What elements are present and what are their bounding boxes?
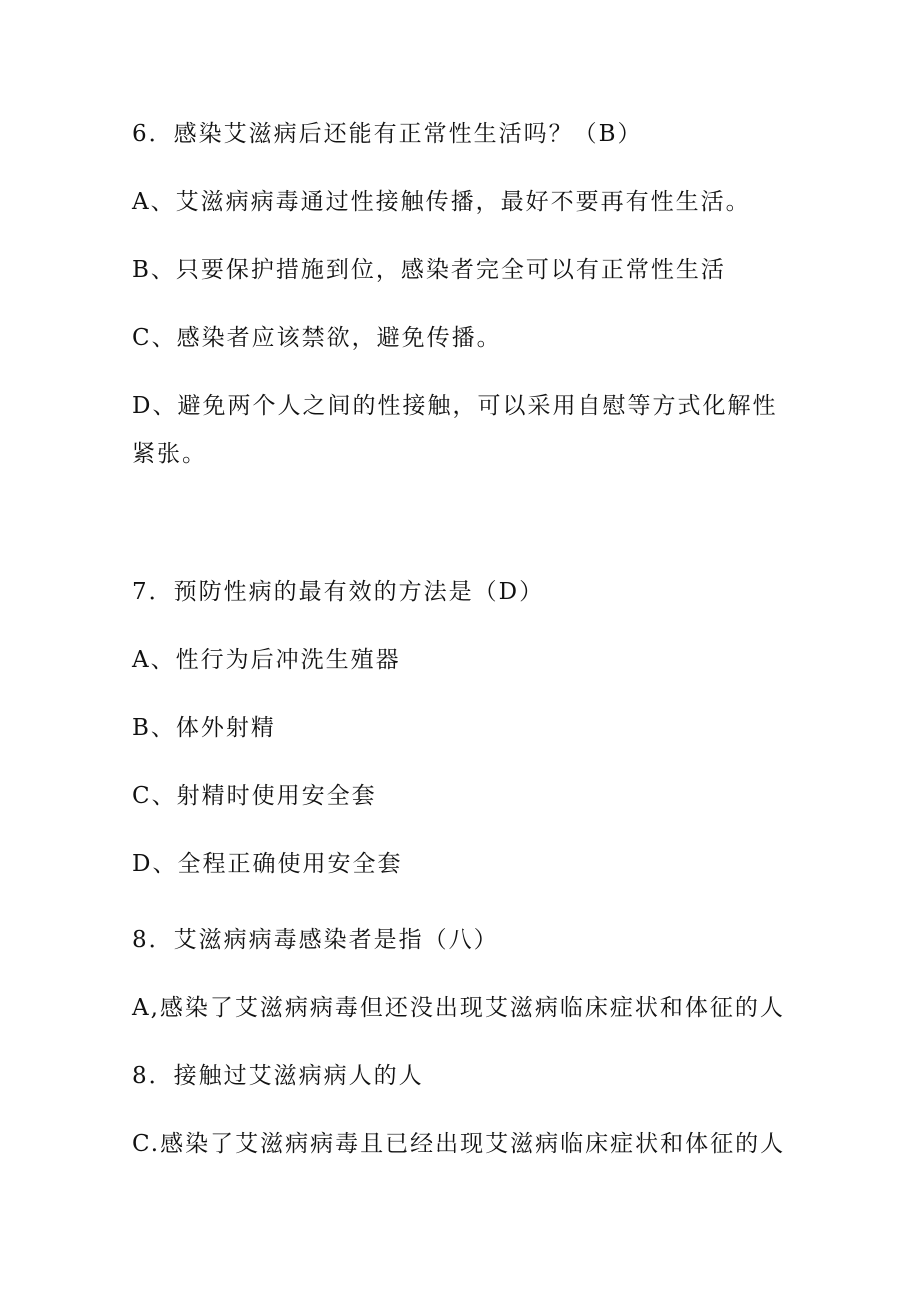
question-8-option-c: C.感染了艾滋病病毒且已经出现艾滋病临床症状和体征的人 xyxy=(132,1131,786,1157)
question-7-option-c: C、射精时使用安全套 xyxy=(132,783,377,809)
question-7-option-a: A、性行为后冲洗生殖器 xyxy=(132,647,401,673)
question-6-option-a: A、艾滋病病毒通过性接触传播，最好不要再有性生活。 xyxy=(132,189,751,215)
question-6-option-d: D、避免两个人之间的性接触，可以采用自慰等方式化解性紧张。 xyxy=(132,393,778,467)
question-6-option-c: C、感染者应该禁欲，避免传播。 xyxy=(132,325,502,351)
question-8-option-b: 8．接触过艾滋病病人的人 xyxy=(132,1063,424,1089)
question-7-option-d: D、全程正确使用安全套 xyxy=(132,851,403,877)
question-6-text: 6．感染艾滋病后还能有正常性生活吗？（B） xyxy=(132,121,643,147)
question-6-option-b: B、只要保护措施到位，感染者完全可以有正常性生活 xyxy=(132,257,726,283)
question-7-option-b: B、体外射精 xyxy=(132,715,276,741)
question-8-option-a: A,感染了艾滋病病毒但还没出现艾滋病临床症状和体征的人 xyxy=(132,995,785,1021)
question-8-text: 8．艾滋病病毒感染者是指（八） xyxy=(132,927,499,953)
question-7-text: 7．预防性病的最有效的方法是（D） xyxy=(132,579,545,605)
